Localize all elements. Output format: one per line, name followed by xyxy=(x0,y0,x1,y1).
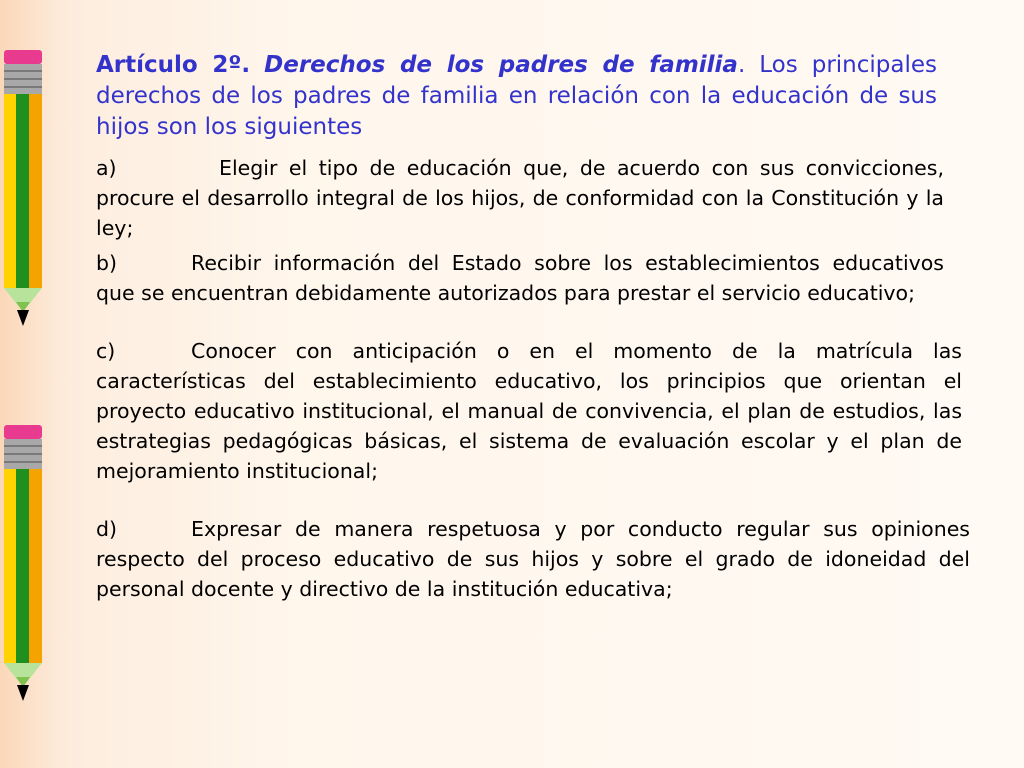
list-item-text: Expresar de manera respetuosa y por conducto regular sus opiniones respecto del proceso educativo de sus hijos y sobre el grado de idoneidad del personal docente y directivo de la institución educativa; xyxy=(96,517,970,601)
article-lead: Artículo 2º. xyxy=(96,52,251,78)
list-item-letter: b) xyxy=(96,251,118,275)
list-item-text: Elegir el tipo de educación que, de acuerdo con sus convicciones, procure el desarrollo integral de los hijos, de conformidad con la Constitución y la ley; xyxy=(96,156,944,240)
article-intro: Los principales derechos de los padres de familia en relación con la educación de sus hijos son los siguientes xyxy=(96,52,937,140)
list-item-d xyxy=(96,514,970,604)
list-item-a xyxy=(96,153,944,243)
article-heading xyxy=(96,50,937,143)
article-title: Derechos de los padres de familia xyxy=(264,52,738,78)
list-item-text: Conocer con anticipación o en el momento de la matrícula las características del establecimiento educativo, los principios que orientan el proyecto educativo institucional, el manual de convivencia, el plan de estudios, las estrategias pedagógicas básicas, el sistema de evaluación escolar y el plan de mejoramiento institucional; xyxy=(96,339,962,483)
slide-content xyxy=(96,50,970,604)
list-item-b xyxy=(96,248,944,308)
list-item-text: Recibir información del Estado sobre los establecimientos educativos que se encuentran debidamente autorizados para prestar el servicio educativo; xyxy=(96,251,944,305)
list-item-c xyxy=(96,336,962,486)
list-item-letter: a) xyxy=(96,156,117,180)
list-item-letter: c) xyxy=(96,339,116,363)
article-title-end: . xyxy=(737,52,746,78)
list-item-letter: d) xyxy=(96,517,118,541)
pencil-icon xyxy=(4,425,44,705)
pencil-icon xyxy=(4,50,44,330)
